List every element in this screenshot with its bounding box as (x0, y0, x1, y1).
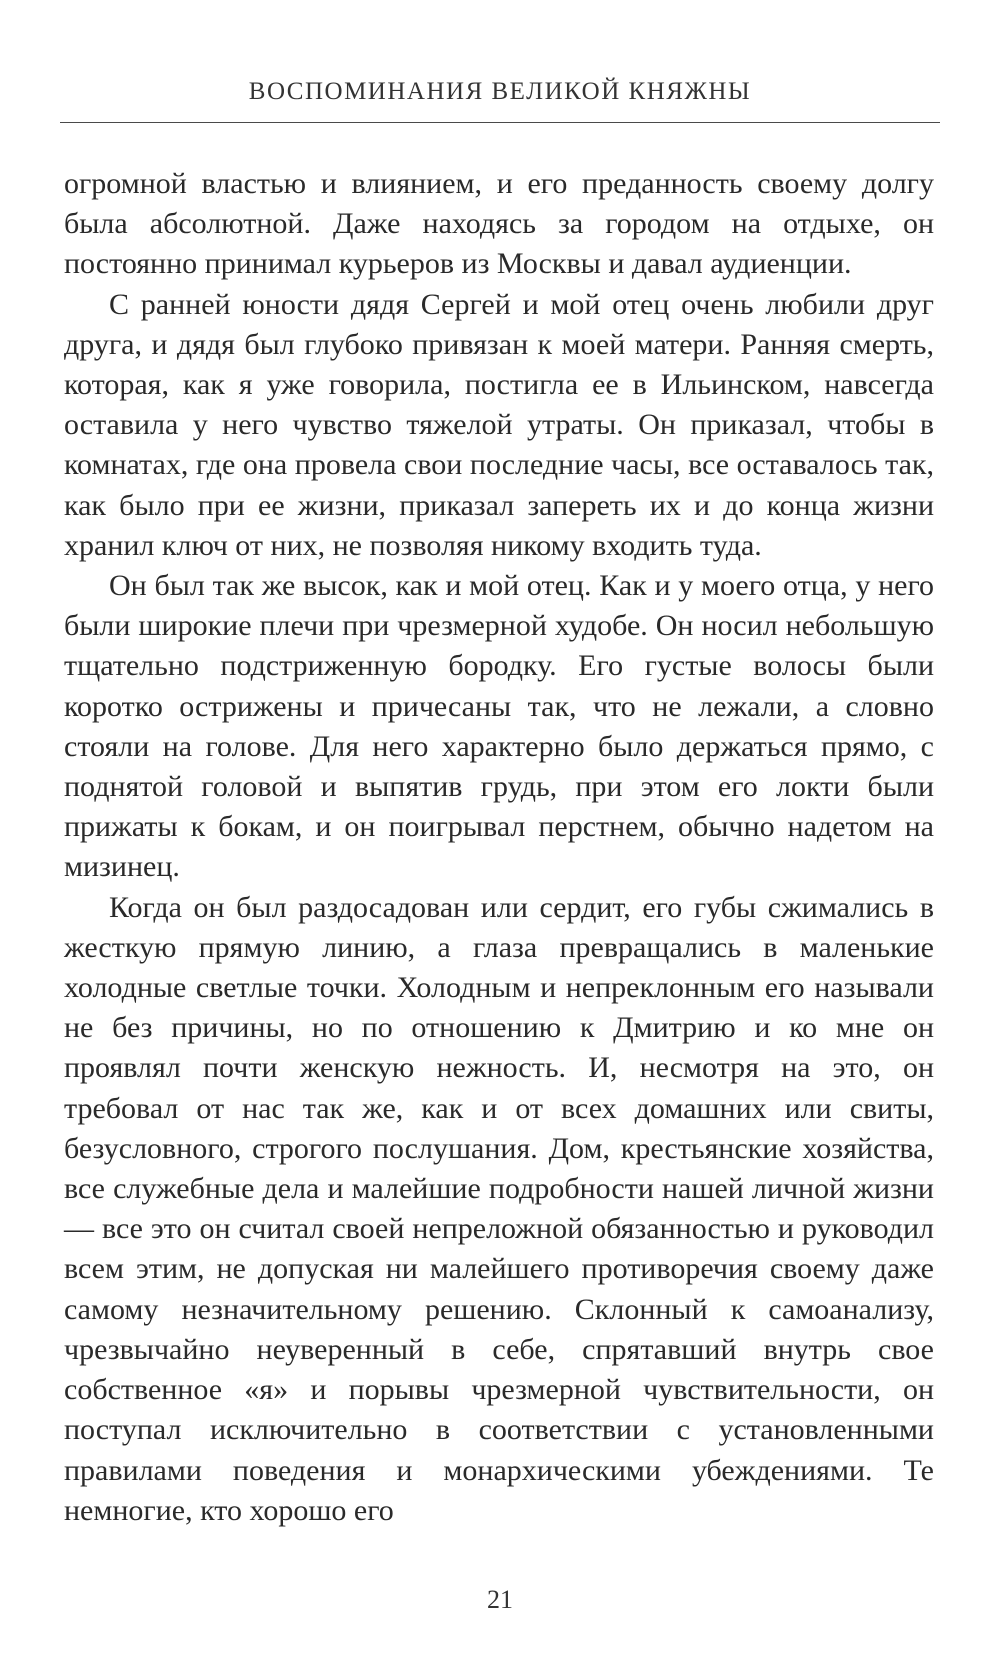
header-rule (60, 122, 940, 123)
paragraph: С ранней юности дядя Сергей и мой отец очень любили друг друга, и дядя был глубоко привязан к моей матери. Ранняя смерть, которая, как я уже говорила, постигла ее в Ильинском, навсегда оставила у него чувство тяжелой утраты. Он приказал, чтобы в комнатах, где она провела свои последние часы, все оставалось так, как было при ее жизни, приказал запереть их и до конца жизни хранил ключ от них, не позволяя никому входить туда. (64, 287, 934, 562)
paragraph: Когда он был раздосадован или сердит, его губы сжимались в жесткую прямую линию, а глаза превращались в маленькие холодные светлые точки. Холодным и непреклонным его называли не без причины, но по отношению к Дмитрию и ко мне он проявлял почти женскую нежность. И, несмотря на это, он требовал от нас так же, как и от всех домашних или свиты, безусловного, строгого послушания. Дом, крестьянские хозяйства, все служебные дела и малейшие подробности нашей личной жизни — все это он считал своей непреложной обязанностью и руководил всем этим, не допуская ни малейшего противоречия своему даже самому незначительному решению. Склонный к самоанализу, чрезвычайно неуверенный в себе, спрятавший внутрь свое собственное «я» и порывы чрезмерной чувствительности, он поступал исключительно в соответствии с установленными правилами поведения и монархическими убеждениями. Те немногие, кто хорошо его (64, 890, 934, 1527)
paragraph-continued: огромной властью и влиянием, и его преданность своему долгу была абсолютной. Даже находясь за городом на отдыхе, он постоянно принимал курьеров из Москвы и давал аудиенции. (64, 167, 934, 281)
running-head: ВОСПОМИНАНИЯ ВЕЛИКОЙ КНЯЖНЫ (248, 78, 752, 105)
paragraph: Он был так же высок, как и мой отец. Как и у моего отца, у него были широкие плечи при чрезмерной худобе. Он носил небольшую тщательно подстриженную бородку. Его густые волосы были коротко острижены и причесаны так, что не лежали, а словно стояли на голове. Для него характерно было держаться прямо, с поднятой головой и выпятив грудь, при этом его локти были прижаты к бокам, и он поигрывал перстнем, обычно надетом на мизинец. (64, 569, 934, 884)
page-number: 21 (487, 1585, 513, 1614)
body-text (64, 164, 934, 1531)
